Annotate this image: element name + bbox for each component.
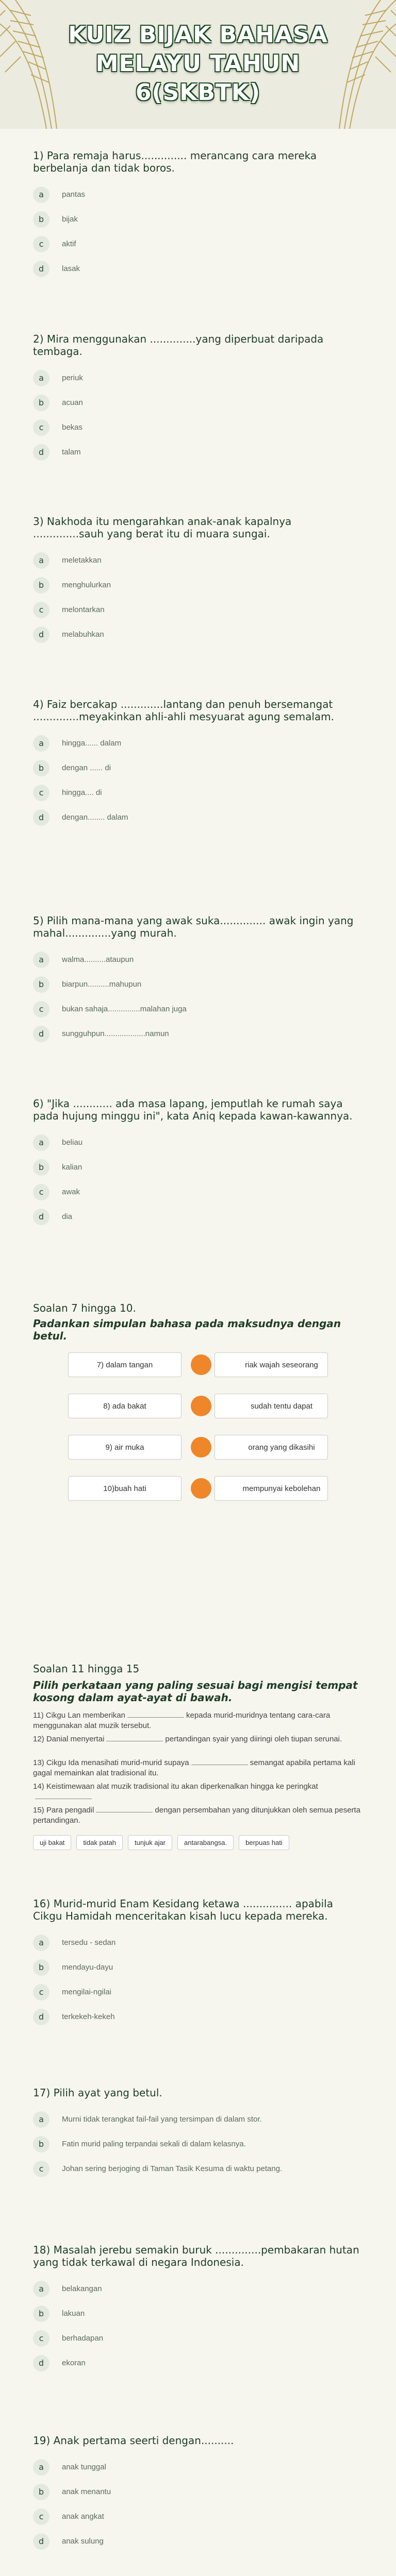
option-letter: d [33, 261, 50, 277]
fill-sentence-15: 15) Para pengadil dengan persembahan yang ditunjukkan oleh semua peserta pertandingan. [33, 1806, 361, 1825]
option-text: mendayu-dayu [62, 1963, 113, 1972]
option-letter: d [33, 626, 50, 643]
section-title: Soalan 7 hingga 10. [33, 1302, 136, 1314]
match-right-item[interactable]: orang yang dikasihi [214, 1435, 328, 1460]
option-b[interactable] [33, 391, 363, 415]
option-text: Murni tidak terangkat fail-fail yang tersimpan di dalam stor. [62, 2115, 262, 2124]
option-text: dengan ...... di [62, 764, 111, 772]
option-d[interactable] [33, 2529, 363, 2554]
option-text: Johan sering berjoging di Taman Tasik Kesuma di waktu petang. [62, 2164, 283, 2173]
question-text: 17) Pilih ayat yang betul. [33, 2087, 162, 2099]
option-text: berhadapan [62, 2334, 104, 2343]
option-a[interactable] [33, 366, 363, 391]
option-c[interactable] [33, 232, 363, 257]
option-text: Fatin murid paling terpandai sekali di dalam kelasnya. [62, 2140, 246, 2148]
option-text: menghulurkan [62, 581, 111, 589]
question-text: 18) Masalah jerebu semakin buruk ..............pembakaran hutan yang tidak terkawal di negara Indonesia. [33, 2244, 359, 2268]
option-letter: a [33, 2459, 50, 2476]
option-c[interactable] [33, 1980, 363, 2005]
option-letter: c [33, 236, 50, 252]
option-text: dengan........ dalam [62, 813, 128, 822]
word-chip[interactable]: antarabangsa. [177, 1835, 234, 1850]
word-bank [33, 1835, 289, 1850]
option-text: hingga.... di [62, 788, 102, 797]
fill-sentence-12: 12) Danial menyertai pertandingan syair yang diiringi oleh tiupan serunai. [33, 1735, 342, 1743]
option-text: beliau [62, 1138, 83, 1147]
question-text: 3) Nakhoda itu mengarahkan anak-anak kapalnya ..............sauh yang berat itu di muara sungai. [33, 515, 292, 540]
option-letter: c [33, 602, 50, 618]
match-connector-dot[interactable] [191, 1396, 211, 1416]
option-b[interactable] [33, 207, 363, 232]
option-text: pantas [62, 190, 86, 199]
option-a[interactable] [33, 1130, 363, 1155]
title-line: KUIZ BIJAK BAHASA [68, 22, 328, 48]
option-a[interactable] [33, 2455, 363, 2480]
option-c[interactable] [33, 1180, 363, 1205]
option-letter: a [33, 952, 50, 968]
option-letter: b [33, 2136, 50, 2153]
question-17 [33, 2087, 363, 2181]
question-text: 5) Pilih mana-mana yang awak suka.............. awak ingin yang mahal..............yang murah. [33, 914, 354, 939]
option-b[interactable] [33, 1955, 363, 1980]
option-a[interactable] [33, 731, 363, 756]
match-right-item[interactable]: sudah tentu dapat [214, 1394, 328, 1418]
option-letter: a [33, 735, 50, 752]
option-letter: d [33, 809, 50, 826]
question-text: 4) Faiz bercakap .............lantang dan penuh bersemangat ..............meyakinkan ahli-ahli mesyuarat agung semalam. [33, 698, 335, 723]
option-letter: b [33, 577, 50, 594]
option-letter: d [33, 1209, 50, 1225]
option-c[interactable] [33, 2157, 363, 2181]
fill-sentence-11: 11) Cikgu Lan memberikan kepada murid-muridnya tentang cara-cara menggunakan alat muzik tersebut. [33, 1711, 331, 1730]
option-d[interactable] [33, 2351, 363, 2376]
option-b[interactable] [33, 2301, 363, 2326]
question-text: 2) Mira menggunakan ..............yang diperbuat daripada tembaga. [33, 333, 324, 358]
option-text: kalian [62, 1163, 82, 1172]
option-d[interactable] [33, 257, 363, 281]
option-text: anak sulung [62, 2537, 104, 2546]
section-instruction: Padankan simpulan bahasa pada maksudnya dengan betul. [33, 1317, 341, 1342]
option-c[interactable] [33, 2326, 363, 2351]
option-text: melontarkan [62, 605, 105, 614]
match-left-item[interactable]: 8) ada bakat [68, 1394, 182, 1418]
option-b[interactable] [33, 972, 363, 997]
option-d[interactable] [33, 2005, 363, 2029]
word-chip[interactable]: berpuas hati [239, 1835, 289, 1850]
option-letter: b [33, 2306, 50, 2322]
option-b[interactable] [33, 1155, 363, 1180]
option-b[interactable] [33, 573, 363, 598]
option-text: awak [62, 1188, 80, 1196]
question-4 [33, 698, 363, 830]
option-text: anak angkat [62, 2512, 104, 2521]
option-text: mengilai-ngilai [62, 1988, 111, 1996]
match-connector-dot[interactable] [191, 1354, 211, 1375]
section-instruction: Pilih perkataan yang paling sesuai bagi mengisi tempat kosong dalam ayat-ayat di bawah. [33, 1679, 358, 1704]
option-c[interactable] [33, 598, 363, 622]
option-text: biarpun..........mahupun [62, 980, 142, 989]
option-letter: b [33, 760, 50, 776]
option-letter: d [33, 2355, 50, 2371]
match-left-item[interactable]: 10)buah hati [68, 1476, 182, 1501]
option-text: tersedu - sedan [62, 1938, 116, 1947]
option-c[interactable] [33, 997, 363, 1022]
option-letter: d [33, 2009, 50, 2025]
option-d[interactable] [33, 440, 363, 465]
option-text: dia [62, 1212, 73, 1221]
match-right-item[interactable]: riak wajah seseorang [214, 1352, 328, 1377]
question-text: 6) "Jika ............ ada masa lapang, jemputlah ke rumah saya pada hujung minggu ini", kata Aniq kepada kawan-kawannya. [33, 1097, 353, 1122]
option-text: meletakkan [62, 556, 102, 565]
option-text: terkekeh-kekeh [62, 2012, 115, 2021]
word-chip[interactable]: tunjuk ajar [128, 1835, 172, 1850]
option-letter: c [33, 785, 50, 801]
option-letter: b [33, 1959, 50, 1976]
option-b[interactable] [33, 2132, 363, 2157]
question-1 [33, 149, 363, 281]
question-5 [33, 914, 363, 1046]
title-line: 6(SKBTK) [135, 79, 261, 106]
option-text: lakuan [62, 2309, 85, 2318]
option-letter: c [33, 1184, 50, 1200]
option-a[interactable] [33, 947, 363, 972]
option-letter: b [33, 395, 50, 411]
option-letter: d [33, 444, 50, 461]
match-left-item[interactable]: 9) air muka [68, 1435, 182, 1460]
option-a[interactable] [33, 182, 363, 207]
option-d[interactable] [33, 1022, 363, 1046]
question-19 [33, 2434, 363, 2554]
match-connector-dot[interactable] [191, 1437, 211, 1458]
option-text: acuan [62, 398, 83, 407]
question-text: 1) Para remaja harus.............. merancang cara mereka berbelanja dan tidak boros. [33, 149, 317, 174]
option-b[interactable] [33, 756, 363, 781]
match-connector-dot[interactable] [191, 1478, 211, 1499]
option-a[interactable] [33, 1930, 363, 1955]
word-chip[interactable]: tidak patah [76, 1835, 123, 1850]
option-letter: d [33, 1026, 50, 1042]
option-letter: b [33, 976, 50, 993]
quiz-header [0, 0, 396, 129]
option-letter: a [33, 370, 50, 386]
question-3 [33, 515, 363, 647]
option-text: aktif [62, 240, 76, 248]
section-title: Soalan 11 hingga 15 [33, 1663, 140, 1675]
option-text: hingga...... dalam [62, 739, 122, 748]
option-a[interactable] [33, 2107, 363, 2132]
question-18 [33, 2244, 363, 2376]
option-letter: b [33, 211, 50, 228]
question-16 [33, 1897, 363, 2029]
option-text: bijak [62, 215, 78, 224]
option-text: belakangan [62, 2284, 102, 2293]
match-left-item[interactable]: 7) dalam tangan [68, 1352, 182, 1377]
question-2 [33, 333, 363, 465]
page-title [0, 21, 396, 107]
option-letter: d [33, 2533, 50, 2550]
option-letter: b [33, 2484, 50, 2500]
option-letter: a [33, 1134, 50, 1151]
option-text: anak menantu [62, 2487, 111, 2496]
question-6 [33, 1097, 363, 1229]
fill-sentence-14: 14) Keistimewaan alat muzik tradisional itu akan diperkenalkan hingga ke peringkat [33, 1782, 363, 1802]
option-letter: c [33, 2161, 50, 2177]
option-letter: c [33, 1984, 50, 2001]
option-text: ekoran [62, 2359, 86, 2367]
option-letter: a [33, 2281, 50, 2297]
option-b[interactable] [33, 2480, 363, 2504]
option-letter: a [33, 552, 50, 569]
question-text: 16) Murid-murid Enam Kesidang ketawa ............... apabila Cikgu Hamidah menceritakan kisah lucu kepada mereka. [33, 1897, 333, 1922]
option-text: bekas [62, 423, 83, 432]
option-letter: a [33, 187, 50, 203]
option-d[interactable] [33, 805, 363, 830]
option-text: bukan sahaja...............malahan juga [62, 1005, 187, 1013]
option-c[interactable] [33, 2504, 363, 2529]
option-text: talam [62, 448, 81, 456]
option-a[interactable] [33, 548, 363, 573]
option-letter: c [33, 419, 50, 436]
option-c[interactable] [33, 781, 363, 805]
option-text: anak tunggal [62, 2463, 106, 2471]
match-right-item[interactable]: mempunyai kebolehan [214, 1476, 328, 1501]
option-letter: c [33, 2330, 50, 2347]
option-letter: c [33, 2509, 50, 2525]
option-letter: a [33, 1935, 50, 1951]
option-a[interactable] [33, 2277, 363, 2301]
option-text: walma..........ataupun [62, 955, 134, 964]
option-letter: a [33, 2111, 50, 2128]
option-letter: b [33, 1159, 50, 1176]
title-line: MELAYU TAHUN [95, 50, 301, 77]
word-chip[interactable]: uji bakat [33, 1835, 71, 1850]
blank-field[interactable] [127, 1717, 184, 1718]
option-d[interactable] [33, 622, 363, 647]
option-letter: c [33, 1001, 50, 1018]
option-text: lasak [62, 264, 80, 273]
option-d[interactable] [33, 1205, 363, 1229]
option-text: periuk [62, 374, 83, 382]
option-text: sungguhpun...................namun [62, 1029, 169, 1038]
fill-sentence-13: 13) Cikgu Ida menasihati murid-murid supaya semangat apabila pertama kali gagal memainkan alat tradisional itu. [33, 1758, 355, 1777]
option-c[interactable] [33, 415, 363, 440]
question-text: 19) Anak pertama seerti dengan.......... [33, 2434, 234, 2447]
option-text: melabuhkan [62, 630, 104, 639]
